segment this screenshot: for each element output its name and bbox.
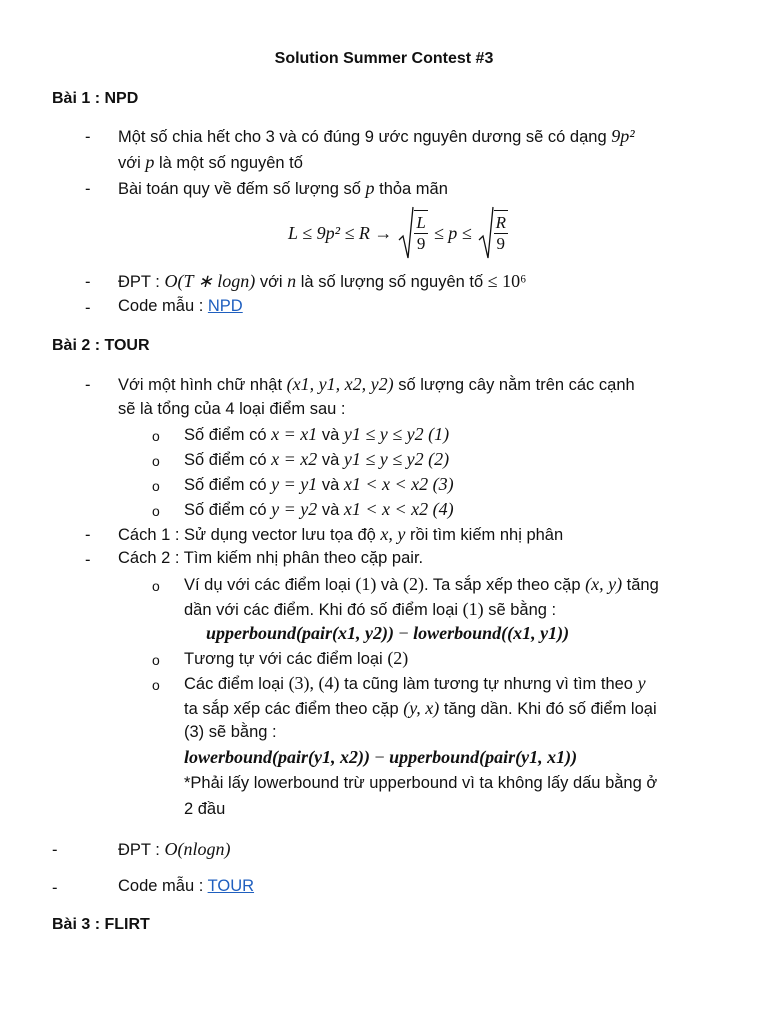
bullet-circle: o: [152, 453, 160, 469]
section-heading-bai2: Bài 2 : TOUR: [52, 337, 150, 354]
bai2-note-line1: *Phải lấy lowerbound trừ upperbound vì ta không lấy dấu bằng ở: [184, 774, 658, 792]
text-span: và: [321, 451, 340, 469]
math-span: (x, y): [585, 574, 623, 594]
math-operator: −: [370, 747, 390, 767]
sqrt-symbol: [398, 206, 427, 260]
text-span: rồi tìm kiếm nhị phân: [410, 526, 564, 544]
math-span: upperbound(pair(y1, x1)): [389, 747, 578, 767]
text-span: dần với các điểm. Khi đó số điểm loại: [184, 601, 459, 619]
bai2-sub4: [184, 499, 454, 520]
text-span: với: [118, 154, 141, 172]
bai1-item1-line2: [118, 152, 303, 173]
bai1-equation: [288, 205, 508, 261]
text-span: ĐPT :: [118, 841, 160, 859]
bullet-circle: o: [152, 677, 160, 693]
math-span: (3), (4): [288, 673, 340, 693]
math-span: p: [365, 178, 375, 198]
bullet-circle: o: [152, 428, 160, 444]
radical-icon: [398, 206, 414, 260]
math-operator: −: [394, 623, 414, 643]
fraction-denominator: 9: [496, 234, 506, 253]
text-span: Với một hình chữ nhật: [118, 376, 283, 394]
text-span: số lượng cây nằm trên các cạnh: [398, 376, 635, 394]
code-link-tour[interactable]: TOUR: [207, 877, 255, 895]
bai2-item1-line1: [118, 374, 635, 395]
math-span: n: [287, 271, 297, 291]
text-span: Số điểm có: [184, 501, 267, 519]
bai1-item2: [118, 178, 448, 199]
bai1-item1-line1: [118, 126, 635, 147]
bai2-loai34-line1: [184, 673, 646, 694]
bai1-item3: [118, 271, 526, 292]
text-span: Cách 1 : Sử dụng vector lưu tọa độ: [118, 526, 376, 544]
text-span: và: [321, 426, 340, 444]
bai2-vidu-line2: [184, 599, 556, 620]
text-span: tăng dần. Khi đó số điểm loại: [443, 700, 657, 718]
bai2-sub1: [184, 424, 449, 445]
math-span: y1 ≤ y ≤ y2 (1): [343, 424, 450, 444]
math-span: 9p²: [611, 126, 635, 146]
text-span: Bài toán quy về đếm số lượng số: [118, 180, 361, 198]
math-span: x1 < x < x2 (4): [343, 499, 454, 519]
text-span: ta cũng làm tương tự nhưng vì tìm theo: [344, 675, 633, 693]
section-heading-bai1: Bài 1 : NPD: [52, 90, 139, 107]
bai2-code: [118, 877, 254, 896]
math-span: (1): [355, 574, 377, 594]
text-span: Các điểm loại: [184, 675, 284, 693]
bullet-dash: -: [52, 841, 58, 859]
text-span: tăng: [626, 576, 659, 594]
bai2-cach1: [118, 524, 563, 545]
radical-icon: [478, 206, 494, 260]
bullet-circle: o: [152, 478, 160, 494]
math-span: upperbound(pair(x1, y2)): [206, 623, 394, 643]
fraction-numerator: R: [495, 213, 506, 232]
math-span: O(T ∗ logn): [164, 271, 256, 291]
text-span: Code mẫu :: [118, 297, 204, 315]
text-span: và: [321, 476, 340, 494]
math-span: x1 < x < x2 (3): [343, 474, 454, 494]
sqrt-symbol: [478, 206, 508, 260]
text-span: và: [321, 501, 340, 519]
formula-upper-lower: [206, 623, 569, 644]
bai1-item4: [118, 297, 243, 316]
math-span: p: [145, 152, 155, 172]
bullet-dash: -: [85, 526, 91, 544]
page-title: Solution Summer Contest #3: [274, 50, 494, 67]
text-span: ĐPT :: [118, 273, 160, 291]
bullet-circle: o: [152, 578, 160, 594]
math-span: x = x2: [271, 449, 318, 469]
bai2-item1-line2: sẽ là tổng của 4 loại điểm sau :: [118, 400, 346, 418]
math-span: ≤ 10⁶: [487, 271, 527, 291]
bullet-dash: -: [85, 273, 91, 291]
text-span: là một số nguyên tố: [158, 154, 303, 172]
bai2-cach2: Cách 2 : Tìm kiếm nhị phân theo cặp pair.: [118, 549, 424, 567]
section-heading-bai3: Bài 3 : FLIRT: [52, 916, 150, 933]
math-span: y = y2: [271, 499, 318, 519]
math-span: y: [637, 673, 646, 693]
fraction-l-over-9: [414, 213, 427, 254]
bullet-dash: -: [85, 551, 91, 569]
bullet-dash: -: [85, 180, 91, 198]
text-span: ta sắp xếp các điểm theo cặp: [184, 700, 399, 718]
bai2-note-line2: 2 đầu: [184, 800, 226, 818]
code-link-npd[interactable]: NPD: [207, 297, 243, 315]
bullet-dash: -: [85, 299, 91, 317]
math-span: y = y1: [271, 474, 318, 494]
math-span: (2): [402, 574, 424, 594]
text-span: với: [259, 273, 283, 291]
text-span: . Ta sắp xếp theo cặp: [423, 576, 581, 594]
math-span: (2): [387, 648, 409, 668]
text-span: Số điểm có: [184, 476, 267, 494]
bullet-dash: -: [52, 879, 58, 897]
bai2-sub3: [184, 474, 454, 495]
fraction-denominator: 9: [416, 234, 426, 253]
bai2-dpt: [118, 839, 230, 860]
math-span: lowerbound(pair(y1, x2)): [184, 747, 370, 767]
bai2-loai34-line3: (3) sẽ bằng :: [184, 723, 277, 741]
text-span: là số lượng số nguyên tố: [300, 273, 484, 291]
math-span: ≤ p ≤: [433, 222, 472, 243]
text-span: Code mẫu :: [118, 877, 204, 895]
bai2-tuongtu: [184, 648, 408, 669]
bullet-circle: o: [152, 503, 160, 519]
fraction-numerator: L: [416, 213, 426, 232]
text-span: Tương tự với các điểm loại: [184, 650, 383, 668]
math-span: L ≤ 9p² ≤ R →: [288, 222, 393, 243]
bullet-dash: -: [85, 128, 91, 146]
formula-lower-upper: [184, 747, 577, 768]
text-span: sẽ bằng :: [488, 601, 557, 619]
math-span: x, y: [380, 524, 406, 544]
text-span: thỏa mãn: [379, 180, 448, 198]
bai2-loai34-line2: [184, 698, 657, 719]
math-span: (y, x): [403, 698, 440, 718]
text-span: và: [380, 576, 399, 594]
text-span: Số điểm có: [184, 426, 267, 444]
math-span: (1): [462, 599, 484, 619]
math-span: (x1, y1, x2, y2): [286, 374, 394, 394]
math-span: O(nlogn): [164, 839, 231, 859]
math-span: y1 ≤ y ≤ y2 (2): [343, 449, 450, 469]
fraction-r-over-9: [494, 213, 508, 254]
text-span: Ví dụ với các điểm loại: [184, 576, 351, 594]
text-span: Một số chia hết cho 3 và có đúng 9 ước nguyên dương sẽ có dạng: [118, 128, 607, 146]
bai2-sub2: [184, 449, 449, 470]
math-span: x = x1: [271, 424, 318, 444]
text-span: Số điểm có: [184, 451, 267, 469]
bullet-circle: o: [152, 652, 160, 668]
bai2-vidu-line1: [184, 574, 659, 595]
math-span: lowerbound((x1, y1)): [413, 623, 570, 643]
bullet-dash: -: [85, 376, 91, 394]
